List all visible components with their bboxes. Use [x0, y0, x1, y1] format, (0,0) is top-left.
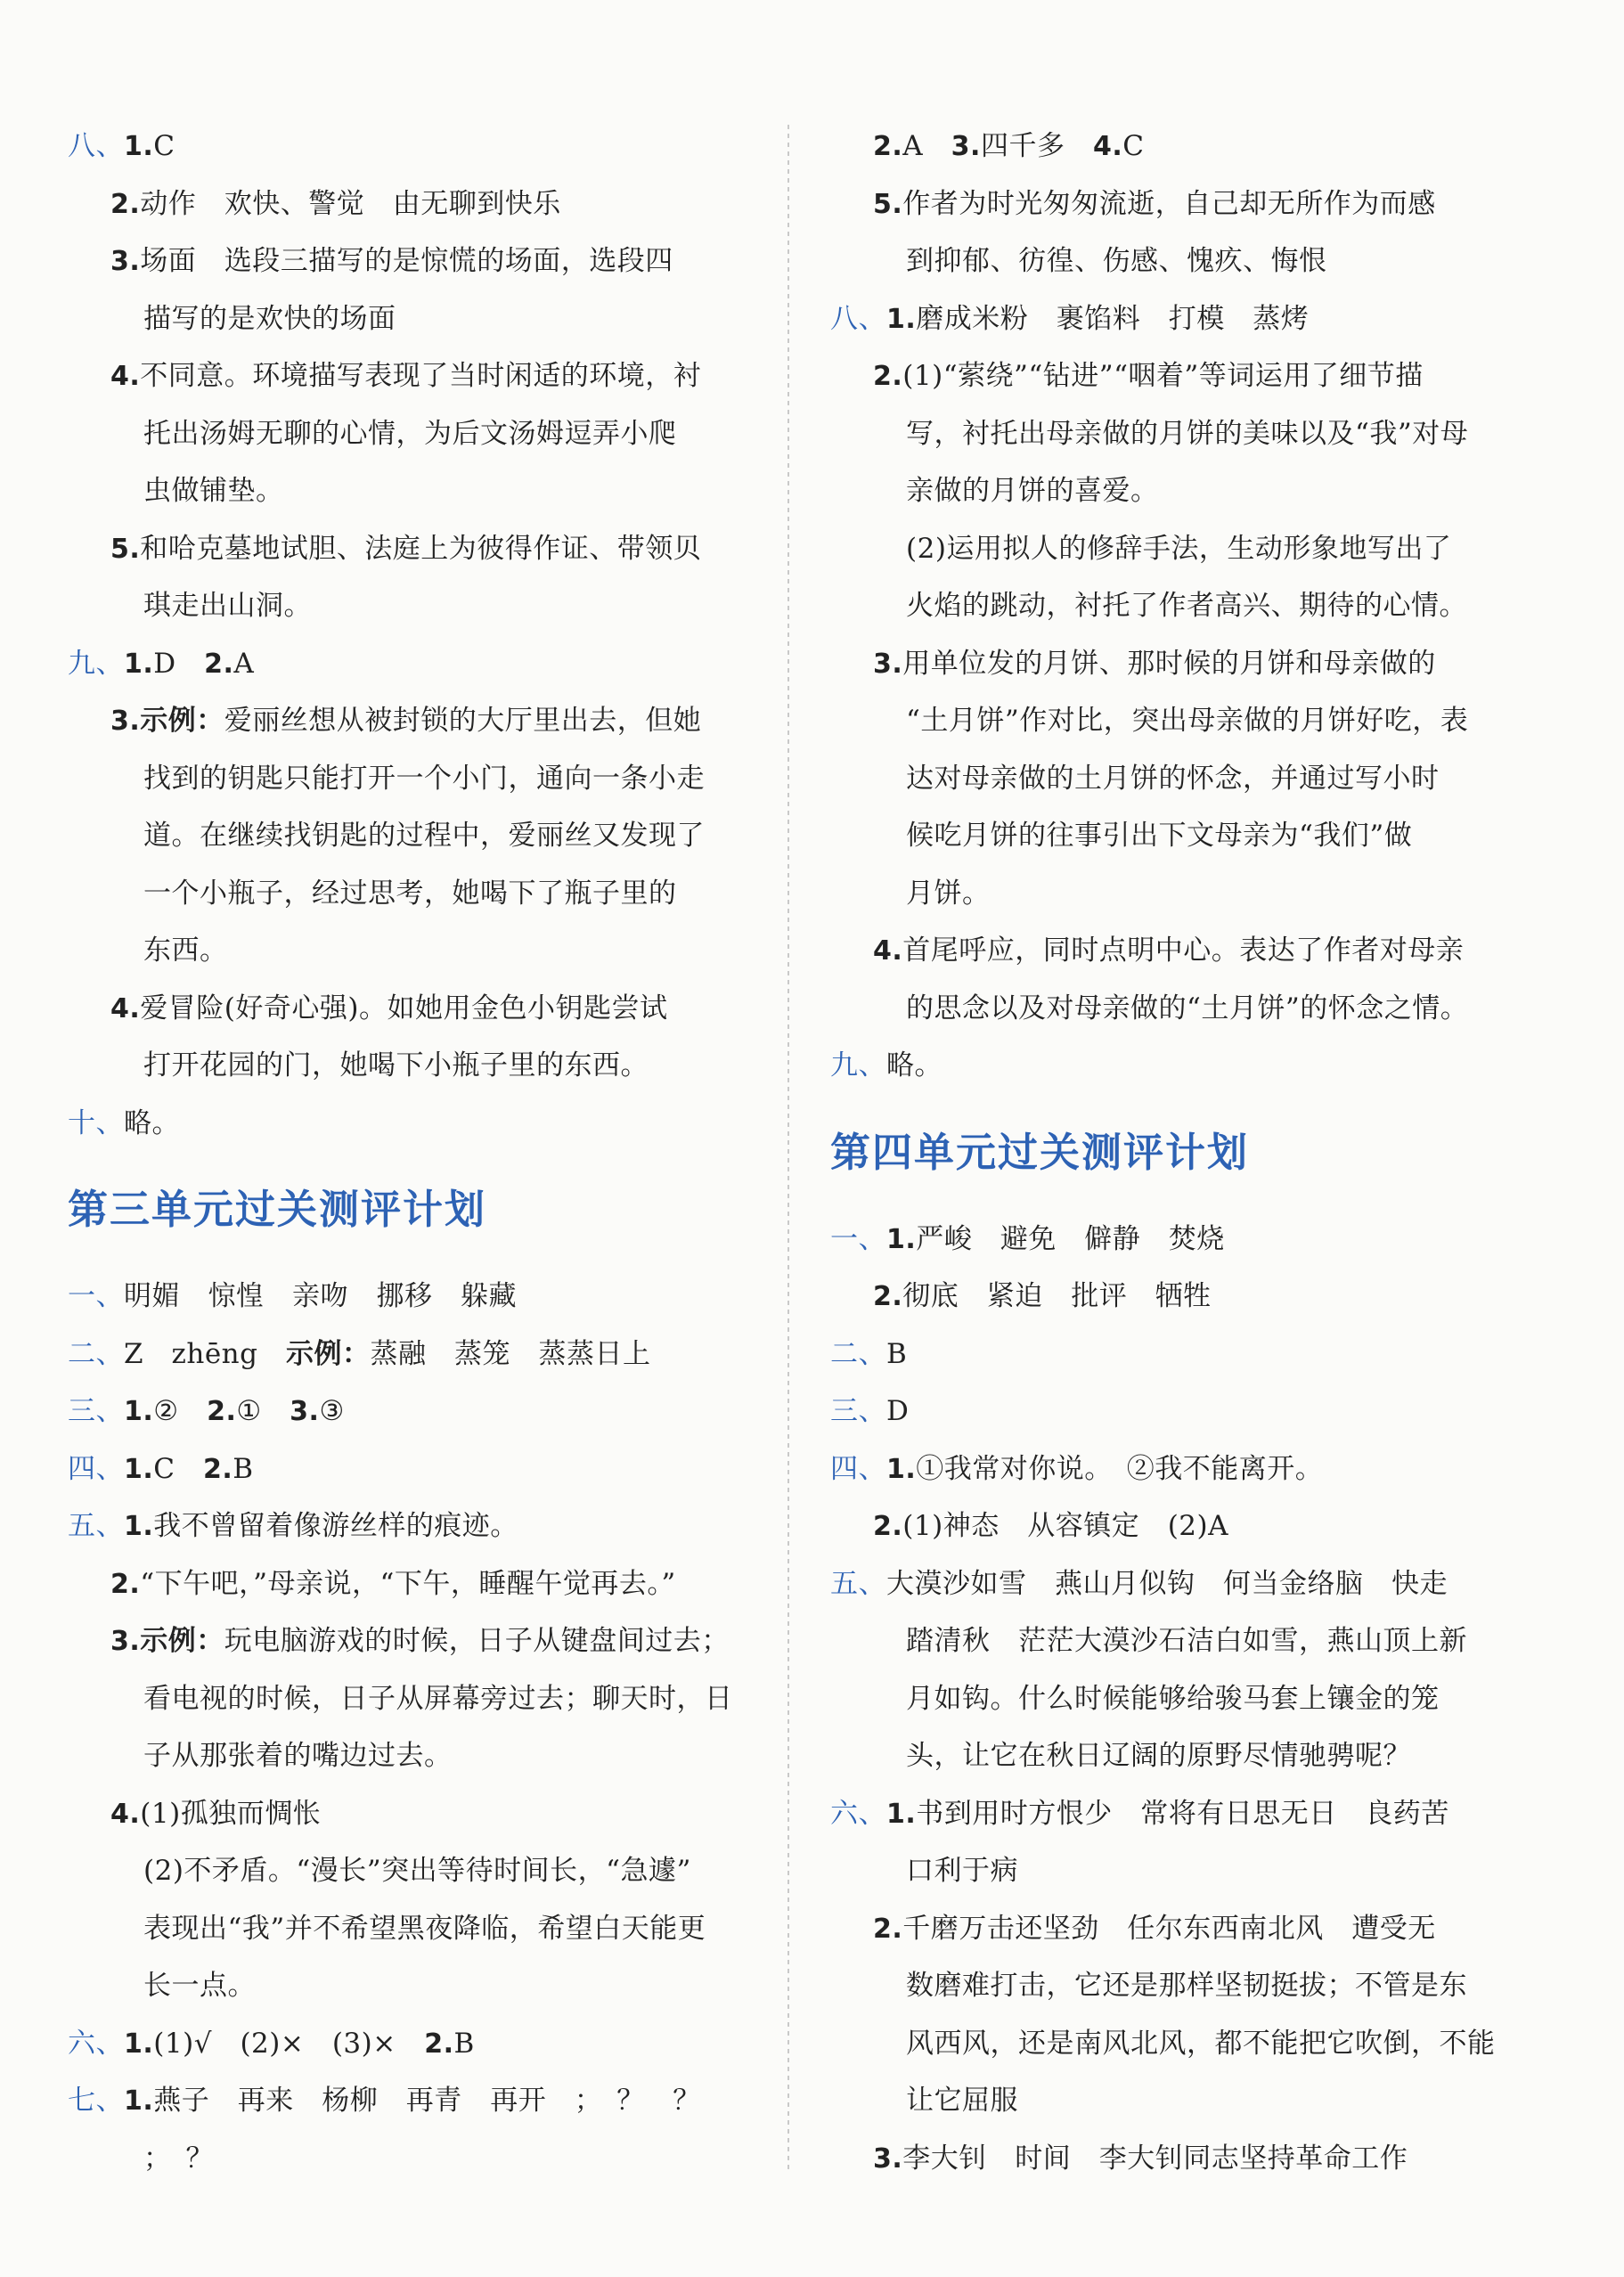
item-number: 1. [124, 1453, 154, 1485]
answer-text: 燕子 再来 杨柳 再青 再开 ； ？ ？ [153, 2085, 701, 2117]
item-number: 1. [124, 1511, 154, 1542]
left-column [68, 118, 754, 2187]
answer-text: 蒸融 蒸笼 蒸蒸日上 [370, 1337, 651, 1370]
item-number: 1. [124, 2085, 154, 2117]
item-number: 2. [873, 1913, 903, 1945]
section-line [68, 635, 754, 693]
continuation-line [68, 577, 754, 635]
answer-text: 道。在继续找钥匙的过程中，爱丽丝又发现了 [143, 820, 705, 852]
answer-text: 火焰的跳动，衬托了作者高兴、期待的心情。 [906, 590, 1467, 622]
continuation-line [68, 1842, 754, 1900]
section-number: 一、 [830, 1222, 886, 1255]
answer-text: 略。 [124, 1106, 180, 1139]
answer-text: 看电视的时候，日子从屏幕旁过去；聊天时，日 [143, 1682, 733, 1715]
answer-text: 玩电脑游戏的时候，日子从键盘间过去； [224, 1625, 730, 1657]
answer-text: (2)不矛盾。“漫长”突出等待时间长，“急遽” [143, 1855, 691, 1887]
section-number: 四、 [68, 1452, 124, 1485]
answer-text: 彻底 紧迫 批评 牺牲 [902, 1280, 1212, 1312]
continuation-line [830, 233, 1516, 290]
answer-text: 四千多 [980, 130, 1093, 162]
item-number: 3. [873, 2142, 903, 2175]
answer-text: Z zhēng [124, 1337, 286, 1370]
continuation-line [68, 290, 754, 348]
answer-text: 写，衬托出母亲做的月饼的美味以及“我”对母 [906, 417, 1469, 450]
continuation-line [68, 462, 754, 520]
answer-line [68, 347, 754, 405]
answer-text: 让它屈服 [906, 2085, 1018, 2117]
example-label: 示例： [140, 1625, 224, 1657]
item-number: 1. [886, 303, 917, 335]
section-number: 九、 [830, 1049, 886, 1081]
continuation-line [68, 1670, 754, 1728]
item-number: 2. [873, 1281, 903, 1312]
answer-text: 托出汤姆无聊的心情，为后文汤姆逗弄小爬 [143, 417, 677, 450]
item-number: 2. [873, 361, 903, 392]
continuation-line [830, 520, 1516, 578]
item-number: 1. [124, 131, 154, 162]
section-number: 二、 [830, 1337, 886, 1370]
answer-text: 不同意。环境描写表现了当时闲适的环境，衬 [140, 360, 702, 392]
continuation-line [68, 750, 754, 808]
item-number: 1. [124, 1396, 154, 1427]
section-line [68, 1498, 754, 1555]
section-number: 七、 [68, 2085, 124, 2117]
answer-text: 踏清秋 茫茫大漠沙石洁白如雪，燕山顶上新 [906, 1625, 1467, 1657]
answer-line [830, 635, 1516, 693]
example-label: 示例： [286, 1337, 371, 1370]
right-column [830, 118, 1516, 2187]
example-label: 示例： [140, 705, 224, 737]
item-number: 1. [124, 2028, 154, 2060]
answer-line [830, 2130, 1516, 2188]
answer-text: 达对母亲做的土月饼的怀念，并通过写小时 [906, 762, 1440, 795]
answer-line [68, 1612, 754, 1670]
answer-text: 月如钩。什么时候能够给骏马套上镶金的笼 [906, 1682, 1440, 1715]
continuation-line [830, 980, 1516, 1038]
section-line [68, 1440, 754, 1498]
answer-text: (2)运用拟人的修辞手法，生动形象地写出了 [906, 532, 1452, 565]
continuation-line [830, 462, 1516, 520]
answer-line [68, 233, 754, 290]
continuation-line [68, 1957, 754, 2015]
answer-text: 我不曾留着像游丝样的痕迹。 [153, 1510, 518, 1542]
continuation-line [830, 1957, 1516, 2015]
answer-text: 到抑郁、彷徨、伤感、愧疚、悔恨 [906, 245, 1327, 277]
answer-text: A [902, 130, 951, 162]
section-line [830, 1037, 1516, 1095]
answer-text: ① [236, 1395, 290, 1427]
answer-text: B [453, 2027, 475, 2060]
unit-heading: 第四单元过关测评计划 [830, 1128, 1250, 1176]
answer-text: (1)√ (2)× (3)× [153, 2027, 425, 2060]
answer-line [830, 922, 1516, 980]
section-number: 十、 [68, 1106, 124, 1139]
answer-text: 数磨难打击，它还是那样坚韧挺拔；不管是东 [906, 1970, 1467, 2002]
item-number: 2. [873, 131, 903, 162]
answer-text: ② [153, 1395, 208, 1427]
answer-text: 风西风，还是南风北风，都不能把它吹倒，不能 [906, 2027, 1496, 2060]
section-number: 一、 [68, 1280, 124, 1312]
section-line [830, 290, 1516, 348]
item-number: 3. [110, 1626, 141, 1657]
continuation-line [830, 1842, 1516, 1900]
answer-text: 亲做的月饼的喜爱。 [906, 475, 1159, 507]
answer-text: (1)神态 从容镇定 (2)A [902, 1510, 1228, 1542]
continuation-line [68, 922, 754, 980]
continuation-line [830, 2015, 1516, 2073]
answer-text: 李大钊 时间 李大钊同志坚持革命工作 [902, 2142, 1408, 2175]
answer-text: 和哈克墓地试胆、法庭上为彼得作证、带领贝 [140, 532, 702, 565]
continuation-line [830, 1612, 1516, 1670]
answer-text: ； ？ [143, 2142, 214, 2175]
answer-line [830, 175, 1516, 233]
answer-text: 的思念以及对母亲做的“土月饼”的怀念之情。 [906, 992, 1469, 1024]
section-line [68, 1095, 754, 1153]
item-number: 2. [424, 2028, 454, 2060]
continuation-line [830, 750, 1516, 808]
section-line [830, 1326, 1516, 1383]
answer-text: (1)“萦绕”“钻进”“咽着”等词运用了细节描 [902, 360, 1424, 392]
item-number: 2. [873, 1511, 903, 1542]
answer-text: 口利于病 [906, 1855, 1018, 1887]
answer-text: (1)孤独而惆怅 [140, 1797, 322, 1830]
answer-text: C [153, 130, 175, 162]
item-number: 3. [290, 1396, 320, 1427]
section-number: 五、 [830, 1567, 886, 1600]
item-number: 1. [886, 1798, 917, 1830]
continuation-line [830, 1670, 1516, 1728]
item-number: 1. [124, 648, 154, 680]
answer-line [830, 1498, 1516, 1555]
answer-text: 书到用时方恨少 常将有日思无日 良药苦 [916, 1797, 1449, 1830]
answer-text: D [886, 1395, 910, 1427]
answer-text: B [233, 1452, 254, 1485]
answer-line [68, 175, 754, 233]
answer-text: 月饼。 [906, 877, 991, 910]
item-number: 4. [110, 1798, 141, 1830]
section-line [68, 2015, 754, 2073]
section-number: 六、 [68, 2027, 124, 2060]
answer-text: 虫做铺垫。 [143, 475, 284, 507]
continuation-line [68, 2130, 754, 2188]
answer-text: D [153, 647, 205, 680]
continuation-line [68, 405, 754, 463]
answer-line [68, 1785, 754, 1843]
section-line [830, 1440, 1516, 1498]
answer-text: 作者为时光匆匆流逝，自己却无所作为而感 [902, 187, 1436, 220]
answer-text: 子从那张着的嘴边过去。 [143, 1740, 453, 1772]
unit-heading: 第三单元过关测评计划 [68, 1186, 487, 1233]
section-line [68, 1326, 754, 1383]
item-number: 1. [886, 1223, 917, 1255]
answer-text: ③ [319, 1395, 345, 1427]
section-line [68, 1268, 754, 1326]
answer-text: 琪走出山洞。 [143, 590, 312, 622]
answer-text: 候吃月饼的往事引出下文母亲为“我们”做 [906, 820, 1413, 852]
section-number: 八、 [830, 302, 886, 335]
answer-text: ①我常对你说。 ②我不能离开。 [916, 1452, 1324, 1485]
answer-text: “土月饼”作对比，突出母亲做的月饼好吃，表 [906, 705, 1469, 737]
continuation-line [830, 865, 1516, 923]
item-number: 4. [110, 361, 141, 392]
item-number: 5. [110, 533, 141, 565]
section-line [68, 118, 754, 175]
answer-line [830, 347, 1516, 405]
answer-text: 大漠沙如雪 燕山月似钩 何当金络脑 快走 [886, 1567, 1448, 1600]
answer-text: “下午吧，”母亲说，“下午，睡醒午觉再去。” [140, 1567, 676, 1600]
answer-text: 场面 选段三描写的是惊慌的场面，选段四 [140, 245, 673, 277]
section-number: 九、 [68, 647, 124, 680]
section-line [68, 1383, 754, 1440]
section-number: 三、 [830, 1395, 886, 1427]
item-number: 2. [110, 1568, 141, 1600]
continuation-line [68, 1727, 754, 1785]
item-number: 4. [873, 935, 903, 967]
section-line [830, 1555, 1516, 1613]
answer-text: 千磨万击还坚劲 任尔东西南北风 遭受无 [902, 1912, 1436, 1945]
item-number: 5. [873, 188, 903, 220]
section-number: 二、 [68, 1337, 124, 1370]
answer-line [68, 520, 754, 578]
continuation-line [830, 692, 1516, 750]
item-number: 2. [204, 648, 234, 680]
answer-text: 略。 [886, 1049, 943, 1081]
answer-text: A [233, 647, 255, 680]
section-number: 六、 [830, 1797, 886, 1830]
item-number: 4. [110, 992, 141, 1024]
continuation-line [830, 2072, 1516, 2130]
item-number: 3. [951, 131, 981, 162]
answer-text: 首尾呼应，同时点明中心。表达了作者对母亲 [902, 934, 1465, 967]
answer-text: 打开花园的门，她喝下小瓶子里的东西。 [143, 1049, 649, 1081]
continuation-line [68, 807, 754, 865]
item-number: 2. [207, 1396, 237, 1427]
section-line [830, 1211, 1516, 1269]
section-line [68, 2072, 754, 2130]
answer-text: 爱冒险(好奇心强)。如她用金色小钥匙尝试 [140, 992, 668, 1024]
continuation-line [830, 405, 1516, 463]
answer-line [68, 980, 754, 1038]
item-number: 3. [110, 246, 141, 277]
section-number: 三、 [68, 1395, 124, 1427]
section-number: 四、 [830, 1452, 886, 1485]
item-number: 1. [886, 1453, 917, 1485]
answer-text: B [886, 1337, 908, 1370]
answer-text: 爱丽丝想从被封锁的大厅里出去，但她 [224, 705, 702, 737]
continuation-line [68, 1037, 754, 1095]
answer-text: 找到的钥匙只能打开一个小门，通向一条小走 [143, 762, 705, 795]
answer-text: 一个小瓶子，经过思考，她喝下了瓶子里的 [143, 877, 677, 910]
section-number: 五、 [68, 1510, 124, 1542]
answer-text: 表现出“我”并不希望黑夜降临，希望白天能更 [143, 1912, 706, 1945]
answer-line [830, 118, 1516, 175]
continuation-line [830, 1727, 1516, 1785]
section-line [830, 1785, 1516, 1843]
answer-text: 动作 欢快、警觉 由无聊到快乐 [140, 187, 561, 220]
continuation-line [68, 865, 754, 923]
answer-text: 严峻 避免 僻静 焚烧 [916, 1222, 1225, 1255]
continuation-line [830, 807, 1516, 865]
answer-line [68, 692, 754, 750]
continuation-line [68, 1900, 754, 1958]
item-number: 3. [110, 706, 141, 737]
answer-line [830, 1268, 1516, 1326]
section-number: 八、 [68, 130, 124, 162]
answer-text: 磨成米粉 裹馅料 打模 蒸烤 [916, 302, 1310, 335]
answer-text: C [153, 1452, 204, 1485]
item-number: 3. [873, 648, 903, 680]
item-number: 2. [203, 1453, 233, 1485]
answer-text: C [1122, 130, 1145, 162]
answer-text: 用单位发的月饼、那时候的月饼和母亲做的 [902, 647, 1436, 680]
continuation-line [830, 577, 1516, 635]
answer-line [830, 1900, 1516, 1958]
item-number: 4. [1092, 131, 1123, 162]
section-line [830, 1383, 1516, 1440]
item-number: 2. [110, 188, 141, 220]
answer-text: 长一点。 [143, 1970, 256, 2002]
answer-line [68, 1555, 754, 1613]
answer-text: 头，让它在秋日辽阔的原野尽情驰骋呢？ [906, 1740, 1411, 1772]
answer-text: 描写的是欢快的场面 [143, 302, 396, 335]
answer-text: 明媚 惊惶 亲吻 挪移 躲藏 [124, 1280, 517, 1312]
column-divider [788, 125, 789, 2174]
answer-text: 东西。 [143, 934, 228, 967]
